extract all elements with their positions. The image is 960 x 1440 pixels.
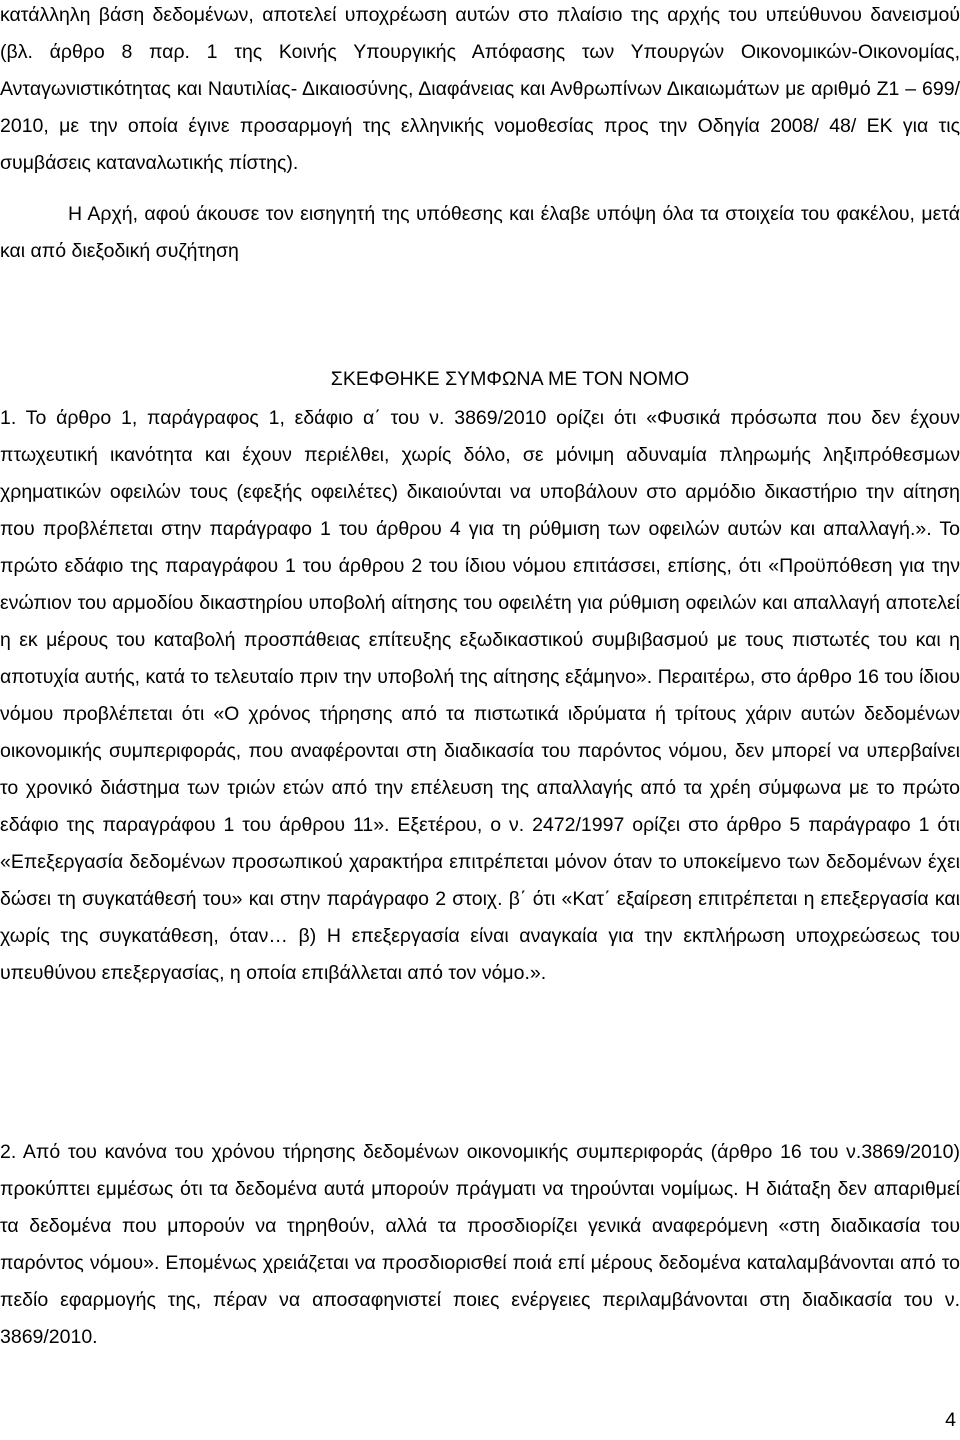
page-number: 4 — [945, 1409, 956, 1431]
intro-paragraph: Η Αρχή, αφού άκουσε τον εισηγητή της υπόθεσης και έλαβε υπόψη όλα τα στοιχεία του φακέλου, μετά και από διεξοδική συζήτηση — [0, 203, 960, 262]
intro-paragraph-block — [0, 196, 960, 270]
top-paragraph: κατάλληλη βάση δεδομένων, αποτελεί υποχρέωση αυτών στο πλαίσιο της αρχής του υπεύθυνου δανεισμού (βλ. άρθρο 8 παρ. 1 της Κοινής Υπουργικής Απόφασης των Υπουργών Οικονομικών-Οικονομίας, Ανταγωνιστικότητας και Ναυτιλίας- Δικαιοσύνης, Διαφάνειας και Ανθρωπίνων Δικαιωμάτων με αριθμό Ζ1 – 699/ 2010, με την οποία έγινε προσαρμογή της ελληνικής νομοθεσίας προς την Οδηγία 2008/ 48/ ΕΚ για τις συμβάσεις καταναλωτικής πίστης). — [0, 4, 960, 174]
point-1-block — [0, 400, 960, 992]
top-paragraph-block — [0, 0, 960, 182]
point-2-paragraph: 2. Από του κανόνα του χρόνου τήρησης δεδομένων οικονομικής συμπεριφοράς (άρθρο 16 του ν.3869/2010) προκύπτει εμμέσως ότι τα δεδομένα αυτά μπορούν πράγματι να τηρούνται νομίμως. Η διάταξη δεν απαριθμεί τα δεδομένα που μπορούν να τηρηθούν, αλλά τα προσδιορίζει γενικά αναφερόμενη «στη διαδικασία του παρόντος νόμου». Επομένως χρειάζεται να προσδιορισθεί ποιά επί μέρους δεδομένα καταλαμβάνονται από το πεδίο εφαρμογής της, πέραν να αποσαφηνιστεί ποιες ενέργειες περιλαμβάνονται στη διαδικασία του ν. 3869/2010. — [0, 1141, 960, 1348]
point-1-paragraph: 1. Το άρθρο 1, παράγραφος 1, εδάφιο α΄ του ν. 3869/2010 ορίζει ότι «Φυσικά πρόσωπα που δεν έχουν πτωχευτική ικανότητα και έχουν περιέλθει, χωρίς δόλο, σε μόνιμη αδυναμία πληρωμής ληξιπρόθεσμων χρηματικών οφειλών τους (εφεξής οφειλέτες) δικαιούνται να υποβάλουν στο αρμόδιο δικαστήριο την αίτηση που προβλέπεται στην παράγραφο 1 του άρθρου 4 για τη ρύθμιση των οφειλών αυτών και απαλλαγή.». Το πρώτο εδάφιο της παραγράφου 1 του άρθρου 2 του ίδιου νόμου επιτάσσει, επίσης, ότι «Προϋπόθεση για την ενώπιον του αρμοδίου δικαστηρίου υποβολή αίτησης του οφειλέτη για ρύθμιση οφειλών και απαλλαγή αποτελεί η εκ μέρους του καταβολή προσπάθειας επίτευξης εξωδικαστικού συμβιβασμού με τους πιστωτές του και η αποτυχία αυτής, κατά το τελευταίο πριν την υποβολή της αίτησης εξάμηνο». Περαιτέρω, στο άρθρο 16 του ίδιου νόμου προβλέπεται ότι «Ο χρόνος τήρησης από τα πιστωτικά ιδρύματα ή τρίτους χάριν αυτών δεδομένων οικονομικής συμπεριφοράς, που αναφέρονται στη διαδικασία του παρόντος νόμου, δεν μπορεί να υπερβαίνει το χρονικό διάστημα των τριών ετών από την επέλευση της απαλλαγής από τα χρέη σύμφωνα με το πρώτο εδάφιο της παραγράφου 1 του άρθρου 11». Εξετέρου, ο ν. 2472/1997 ορίζει στο άρθρο 5 παράγραφο 1 ότι «Επεξεργασία δεδομένων προσωπικού χαρακτήρα επιτρέπεται μόνον όταν το υποκείμενο των δεδομένων έχει δώσει τη συγκατάθεσή του» και στην παράγραφο 2 στοιχ. β΄ ότι «Κατ΄ εξαίρεση επιτρέπεται η επεξεργασία και χωρίς της συγκατάθεση, όταν… β) Η επεξεργασία είναι αναγκαία για την εκπλήρωση υποχρεώσεως του υπευθύνου επεξεργασίας, η οποία επιβάλλεται από τον νόμο.». — [0, 407, 960, 984]
point-2-block — [0, 1134, 960, 1356]
section-heading: ΣΚΕΦΘΗΚΕ ΣΥΜΦΩΝΑ ΜΕ ΤΟΝ ΝΟΜΟ — [330, 368, 690, 390]
